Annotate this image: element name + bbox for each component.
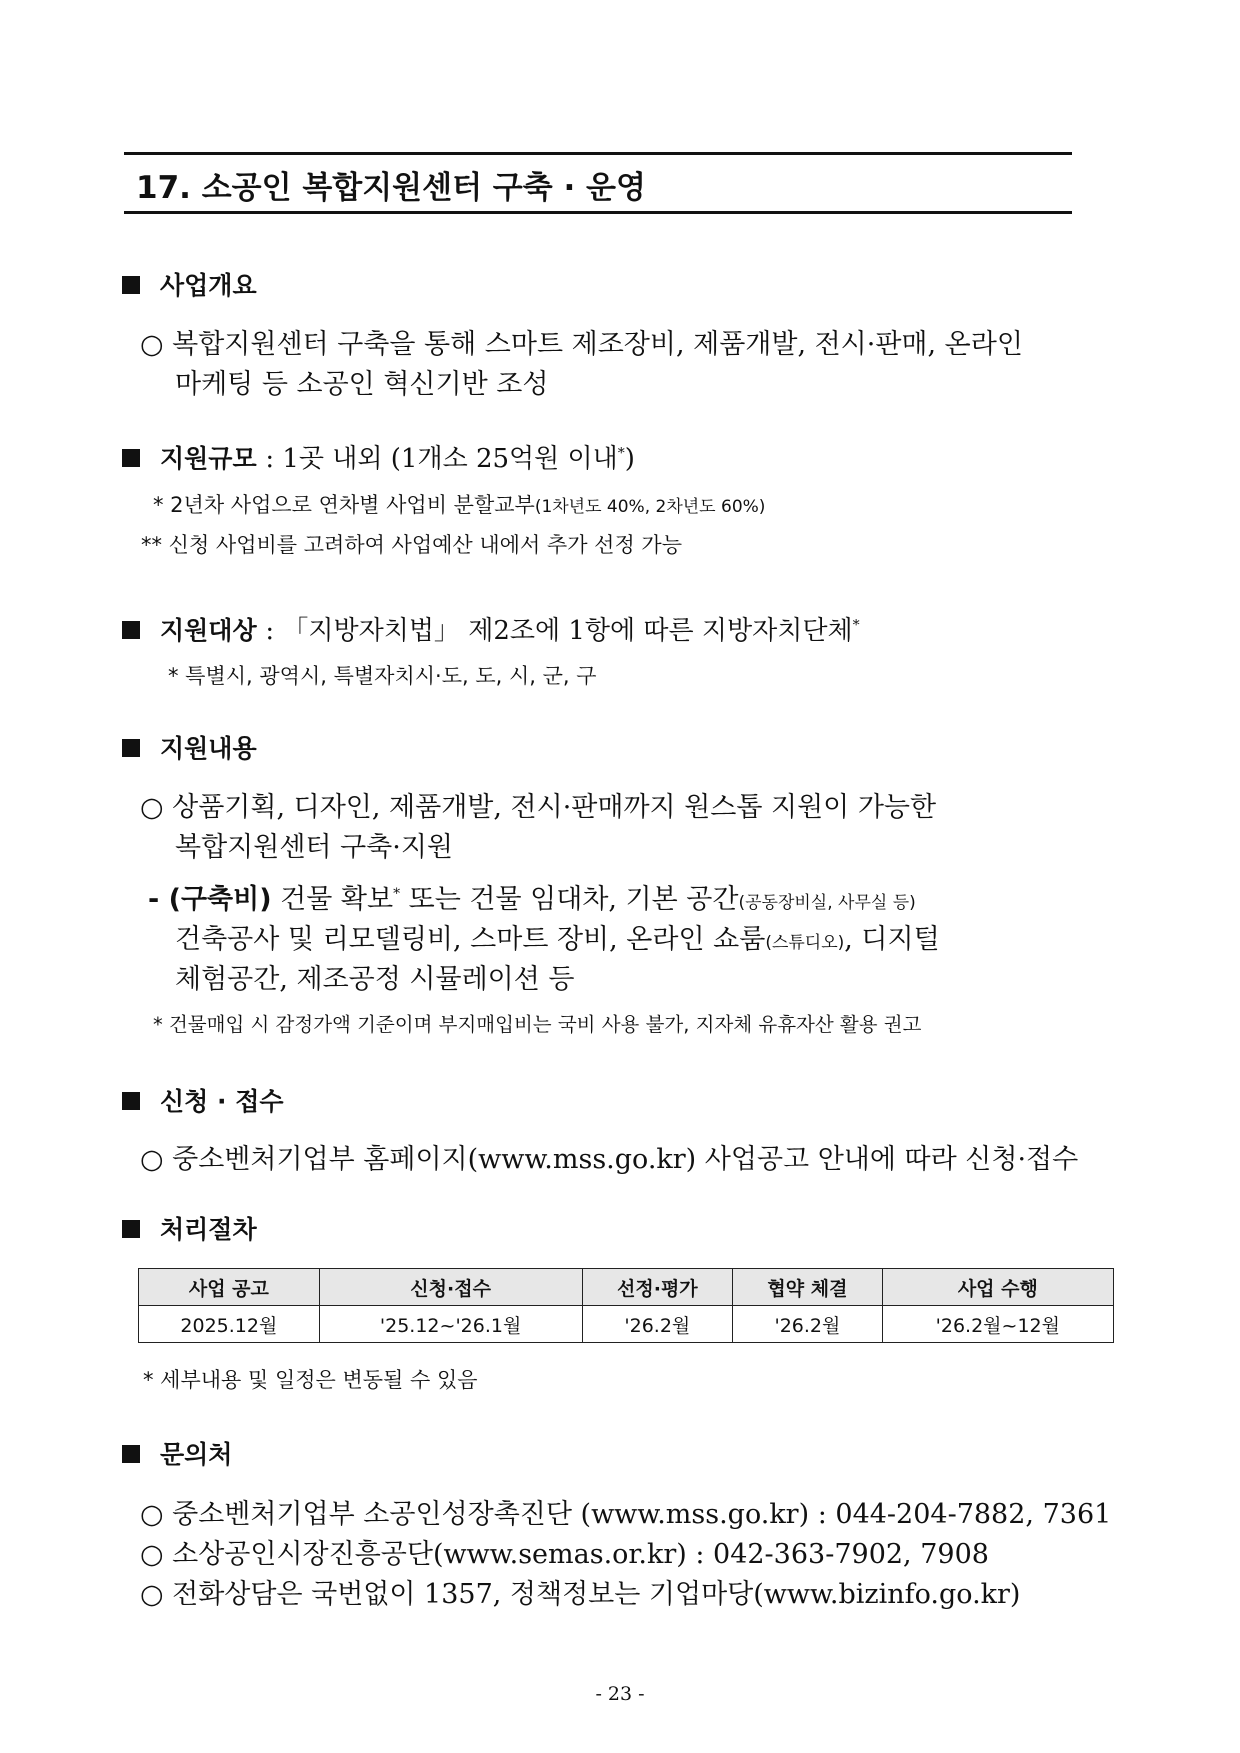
content-sub-line-2-a: 건축공사 및 리모델링비, 스마트 장비, 온라인 쇼룸 [175,924,766,955]
section-heading-apply [122,1082,284,1118]
apply-heading-text: 신청 · 접수 [160,1087,284,1116]
section-heading-contact [122,1435,232,1471]
scale-heading-text: 지원규모 [160,444,257,473]
procedure-value-cell: '26.2월~12월 [882,1306,1113,1343]
procedure-value-cell: '26.2월 [733,1306,883,1343]
content-sub-detail-1: (공동장비실, 사무실 등) [738,893,916,913]
content-sub-footnote-mark: * [393,886,401,902]
contact-heading-text: 문의처 [160,1440,233,1469]
title-rule-bottom [124,211,1072,214]
procedure-value-cell: '26.2월 [582,1306,733,1343]
contact-line-2: ○ 소상공인시장진흥공단(www.semas.or.kr) : 042-363-7902, 7908 [140,1539,989,1570]
overview-line-2: 마케팅 등 소공인 혁신기반 조성 [175,369,549,400]
procedure-note: * 세부내용 및 일정은 변동될 수 있음 [143,1368,478,1392]
procedure-heading-text: 처리절차 [160,1215,257,1244]
scale-value-end: ) [624,444,635,474]
scale-value-text: : 1곳 내외 (1개소 25억원 이내 [265,444,618,474]
content-line-1: ○ 상품기획, 디자인, 제품개발, 전시·판매까지 원스톱 지원이 가능한 [140,792,937,823]
procedure-header-cell: 협약 체결 [733,1269,883,1306]
procedure-header-cell: 사업 공고 [139,1269,320,1306]
procedure-value-cell: '25.12~'26.1월 [319,1306,582,1343]
procedure-header-cell: 선정·평가 [582,1269,733,1306]
square-bullet-icon [122,1445,140,1463]
square-bullet-icon [122,1220,140,1238]
scale-footnote-mark: * [617,445,625,462]
content-heading-text: 지원내용 [160,734,257,763]
procedure-header-row [139,1269,1114,1306]
scale-note-1-main: * 2년차 사업으로 연차별 사업비 분할교부 [153,493,535,517]
content-sub-line-2 [175,917,940,956]
procedure-header-cell: 사업 수행 [882,1269,1113,1306]
content-sub-line-3: 체험공간, 제조공정 시뮬레이션 등 [175,964,575,995]
procedure-header-cell: 신청·접수 [319,1269,582,1306]
content-sub-detail-2: (스튜디오) [765,933,845,953]
section-heading-content [122,729,257,765]
target-value-text: : 「지방자치법」 제2조에 1항에 따른 지방자치단체 [265,616,853,646]
target-note: * 특별시, 광역시, 특별자치시·도, 도, 시, 군, 구 [168,664,597,688]
content-sub-prefix: - (구축비) [148,884,272,915]
apply-line: ○ 중소벤처기업부 홈페이지(www.mss.go.kr) 사업공고 안내에 따라 신청·접수 [140,1144,1079,1175]
content-sub-text-b: 또는 건물 임대차, 기본 공간 [408,884,739,915]
section-heading-overview [122,266,257,302]
content-line-2: 복합지원센터 구축·지원 [175,832,453,863]
square-bullet-icon [122,739,140,757]
section-heading-procedure [122,1210,257,1246]
content-note: * 건물매입 시 감정가액 기준이며 부지매입비는 국비 사용 불가, 지자체 유휴자산 활용 권고 [153,1013,922,1036]
contact-line-3: ○ 전화상담은 국번없이 1357, 정책정보는 기업마당(www.bizinfo.go.kr) [140,1579,1021,1610]
section-heading-target [122,610,860,647]
page-title: 17. 소공인 복합지원센터 구축 · 운영 [136,170,646,206]
scale-value [265,444,635,474]
overview-heading-text: 사업개요 [160,271,257,300]
procedure-table [138,1268,1114,1343]
content-sub-line-2-b: , 디지털 [844,924,940,955]
content-sub-line-1 [148,877,916,916]
page-number: - 23 - [595,1683,645,1705]
target-value [265,616,859,646]
scale-note-1 [153,489,765,519]
procedure-value-cell: 2025.12월 [139,1306,320,1343]
target-footnote-mark: * [852,617,860,634]
square-bullet-icon [122,1092,140,1110]
scale-note-2: ** 신청 사업비를 고려하여 사업예산 내에서 추가 선정 가능 [141,533,682,557]
procedure-value-row [139,1306,1114,1343]
square-bullet-icon [122,621,140,639]
scale-note-1-detail: (1차년도 40%, 2차년도 60%) [534,497,766,517]
contact-line-1: ○ 중소벤처기업부 소공인성장촉진단 (www.mss.go.kr) : 044-204-7882, 7361 [140,1499,1112,1530]
section-heading-scale [122,438,635,475]
title-rule-top [124,152,1072,155]
target-heading-text: 지원대상 [160,616,257,645]
content-sub-text-a: 건물 확보 [280,884,394,915]
square-bullet-icon [122,449,140,467]
overview-line-1: ○ 복합지원센터 구축을 통해 스마트 제조장비, 제품개발, 전시·판매, 온라인 [140,329,1023,360]
square-bullet-icon [122,276,140,294]
